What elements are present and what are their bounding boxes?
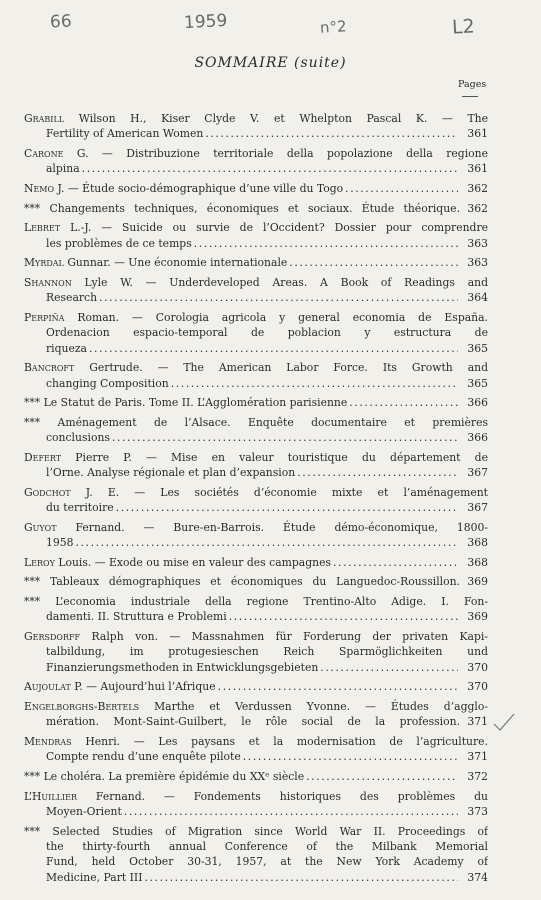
leader-dots	[75, 535, 458, 550]
toc-text: alpina	[46, 162, 80, 176]
toc-entry-line	[24, 275, 488, 290]
leader-dots	[124, 804, 458, 819]
toc-entry-line	[24, 310, 488, 325]
toc-entry-line	[24, 146, 488, 161]
toc-entry	[24, 201, 488, 216]
toc-page-number: 367	[467, 466, 488, 480]
toc-page-number: 369	[467, 575, 488, 589]
toc-page-number: 365	[467, 341, 488, 355]
toc-entry-line	[24, 804, 488, 819]
toc-author: Godchot	[24, 485, 71, 499]
toc-entry-line	[24, 574, 488, 589]
table-of-contents	[24, 111, 488, 889]
leader-dots	[99, 290, 458, 305]
toc-entry	[24, 275, 488, 306]
leader-dots	[289, 255, 458, 270]
toc-entry-text	[24, 360, 488, 375]
toc-entry-text	[24, 201, 460, 216]
toc-entry-text	[24, 220, 488, 235]
toc-entry-text	[24, 824, 488, 839]
toc-entry-text	[24, 415, 488, 430]
toc-page-number: 364	[467, 291, 488, 305]
toc-entry-line	[24, 220, 488, 235]
toc-page-number: 372	[467, 769, 488, 783]
toc-page-number: 374	[467, 870, 488, 884]
toc-entry	[24, 485, 488, 516]
toc-entry-text	[24, 310, 488, 325]
toc-author: Gersdorff	[24, 629, 81, 643]
toc-text: l’Orne. Analyse régionale et plan d’expansion	[46, 466, 296, 480]
toc-page-number: 362	[467, 201, 488, 215]
toc-text: P. — Aujourd’hui l’Afrique	[74, 680, 216, 694]
leader-dots	[333, 555, 458, 570]
toc-entry-line	[24, 870, 488, 885]
toc-entry	[24, 360, 488, 391]
leader-dots	[229, 609, 458, 624]
toc-page-number: 371	[467, 715, 488, 729]
toc-entry-text	[46, 161, 80, 176]
leader-dots	[243, 749, 458, 764]
toc-entry-line	[24, 824, 488, 839]
toc-entry-text	[46, 500, 114, 515]
toc-entry-line	[24, 594, 488, 609]
toc-entry-text	[46, 749, 241, 764]
leader-dots	[144, 870, 458, 885]
toc-entry	[24, 789, 488, 820]
leader-dots	[194, 236, 458, 251]
leader-dots	[345, 181, 458, 196]
toc-entry	[24, 310, 488, 356]
toc-entry-line	[24, 485, 488, 500]
leader-dots	[306, 769, 458, 784]
toc-entry-text	[24, 275, 488, 290]
toc-entry-text	[46, 804, 122, 819]
toc-text: les problèmes de ce temps	[46, 236, 192, 250]
toc-entry-line	[24, 430, 488, 445]
leader-dots	[297, 465, 458, 480]
toc-page-number: 373	[467, 804, 488, 818]
toc-entry	[24, 255, 488, 270]
toc-page-number: 366	[467, 431, 488, 445]
toc-entry-line	[24, 201, 488, 216]
toc-entry-line	[24, 111, 488, 126]
toc-text: Lyle W. — Underdeveloped Areas. A Book of Readings and	[84, 275, 488, 289]
toc-entry-line	[24, 789, 488, 804]
toc-entry-line	[24, 749, 488, 764]
toc-entry-text	[24, 181, 343, 196]
toc-text: changing Composition	[46, 376, 169, 390]
toc-entry-text	[24, 699, 488, 714]
toc-text: Pierre P. — Mise en valeur touristique du département de	[75, 450, 488, 464]
toc-text: Ralph von. — Massnahmen für Forderung der privaten Kapi-	[91, 629, 488, 643]
toc-entry	[24, 395, 488, 410]
handwritten-note-4: L2	[451, 15, 476, 39]
leader-dots	[218, 679, 458, 694]
toc-entry-line	[24, 325, 488, 340]
toc-text: Fernand. — Fondements historiques des problèmes du	[95, 789, 488, 803]
toc-text: *** Le Statut de Paris. Tome II. L’Agglomération parisienne	[24, 396, 348, 410]
toc-entry-line	[24, 644, 488, 659]
toc-entry-line	[24, 415, 488, 430]
toc-author: Carone	[24, 147, 64, 160]
toc-entry	[24, 824, 488, 886]
toc-entry-text	[46, 376, 169, 391]
toc-entry-text	[24, 520, 488, 535]
toc-entry-text	[24, 734, 488, 749]
toc-entry	[24, 181, 488, 196]
toc-page-number: 367	[467, 501, 488, 515]
toc-entry	[24, 769, 488, 784]
toc-entry-line	[24, 699, 488, 714]
leader-dots	[205, 126, 458, 141]
toc-text: Finanzierungsmethoden in Entwicklungsgebieten	[46, 660, 319, 674]
toc-text: the thirty-fourth annual Conference of the Milbank Memorial	[46, 839, 488, 853]
toc-entry-text	[24, 629, 488, 644]
toc-text: *** Changements techniques, économiques et sociaux. Étude théorique.	[24, 201, 460, 215]
toc-entry-text	[46, 644, 488, 659]
toc-page-number: 361	[467, 127, 488, 141]
toc-entry-text	[46, 714, 460, 729]
toc-entry-text	[24, 146, 488, 161]
toc-entry-text	[46, 341, 87, 356]
toc-entry	[24, 555, 488, 570]
toc-text: Marthe et Verdussen Yvonne. — Études d’agglo-	[154, 699, 488, 713]
toc-entry-text	[24, 594, 488, 609]
toc-entry-line	[24, 609, 488, 624]
toc-entry-line	[24, 679, 488, 694]
toc-author: Grabill	[24, 112, 65, 125]
toc-entry-line	[24, 181, 488, 196]
toc-entry-text	[24, 574, 460, 589]
leader-dots	[89, 341, 458, 356]
toc-page-number: 368	[467, 536, 488, 550]
toc-entry-line	[24, 465, 488, 480]
toc-text: J. E. — Les sociétés d’économie mixte et l’aménagement	[85, 485, 488, 499]
toc-text: mération. Mont-Saint-Guilbert, le rôle social de la profession.	[46, 715, 460, 729]
toc-text: Medicine, Part III	[46, 870, 143, 884]
toc-text: talbildung, im protugesieschen Reich Sparmöglichkeiten und	[46, 645, 488, 659]
toc-entry-text	[46, 535, 73, 550]
toc-entry	[24, 699, 488, 730]
toc-author: Aujoulat	[24, 680, 71, 694]
toc-entry-text	[46, 660, 318, 675]
toc-entry	[24, 734, 488, 765]
toc-page-number: 368	[467, 555, 488, 569]
toc-entry-text	[24, 395, 347, 410]
toc-entry-line	[24, 450, 488, 465]
toc-text: Fertility of American Women	[46, 127, 204, 141]
leader-dots	[112, 430, 458, 445]
toc-text: Henri. — Les paysans et la modernisation de l’agriculture.	[85, 734, 488, 748]
toc-text: Gunnar. — Une économie internationale	[67, 256, 288, 270]
toc-entry-line	[24, 734, 488, 749]
toc-page-number: 366	[467, 396, 488, 410]
toc-entry	[24, 415, 488, 446]
toc-entry	[24, 220, 488, 251]
toc-entry-text	[24, 555, 331, 570]
toc-text: du territoire	[46, 501, 114, 515]
toc-text: damenti. II. Struttura e Problemi	[46, 610, 227, 624]
toc-entry-line	[24, 839, 488, 854]
leader-dots	[320, 660, 458, 675]
toc-entry-text	[46, 839, 488, 854]
handwritten-note-3: n°2	[319, 17, 348, 37]
toc-page-number: 370	[467, 660, 488, 674]
toc-entry	[24, 146, 488, 177]
check-mark-icon	[492, 712, 516, 732]
toc-entry-text	[46, 870, 142, 885]
toc-entry-text	[24, 789, 488, 804]
toc-text: Roman. — Corologia agricola y general economia de España.	[77, 310, 488, 324]
toc-entry-line	[24, 629, 488, 644]
toc-entry-line	[24, 854, 488, 869]
toc-text: L.-J. — Suicide ou survie de l’Occident? Dossier pour comprendre	[70, 221, 488, 235]
toc-entry-line	[24, 500, 488, 515]
toc-text: riqueza	[46, 341, 87, 355]
toc-entry-text	[24, 111, 488, 126]
toc-author: Nemo	[24, 182, 55, 195]
toc-author: Guyot	[24, 520, 57, 534]
toc-author: Bancroft	[24, 361, 75, 375]
toc-entry-line	[24, 769, 488, 784]
toc-text: 1958	[46, 536, 74, 550]
toc-page-number: 362	[467, 182, 488, 195]
toc-entry	[24, 594, 488, 625]
toc-entry-line	[24, 255, 488, 270]
toc-text: G. — Distribuzione territoriale della popolazione della regione	[76, 147, 488, 160]
toc-author: Shannon	[24, 275, 72, 289]
toc-text: Fund, held October 30-31, 1957, at the New York Academy of	[46, 855, 488, 869]
toc-author: Perpiña	[24, 310, 65, 324]
toc-page-number: 363	[467, 256, 488, 270]
toc-text: Fernand. — Bure-en-Barrois. Étude démo-économique, 1800-	[75, 520, 488, 534]
toc-entry-line	[24, 161, 488, 176]
toc-author: Engelborghs-Bertels	[24, 699, 140, 713]
page-title: SOMMAIRE (suite)	[194, 55, 347, 71]
toc-entry-line	[24, 376, 488, 391]
leader-dots	[171, 376, 458, 391]
toc-entry	[24, 450, 488, 481]
toc-entry-line	[24, 290, 488, 305]
toc-text: Moyen-Orient	[46, 804, 122, 818]
toc-entry-text	[46, 465, 295, 480]
toc-entry-text	[24, 255, 287, 270]
toc-text: *** Aménagement de l’Alsace. Enquête documentaire et premières	[24, 415, 488, 429]
toc-entry-text	[24, 679, 216, 694]
toc-author: Myrdal	[24, 256, 64, 270]
toc-text: *** Le choléra. La première épidémie du XXᵉ siècle	[24, 769, 305, 783]
toc-entry-text	[46, 430, 110, 445]
toc-text: Ordenacion espacio-temporal de poblacion y estructura de	[46, 326, 488, 340]
pages-column-label: Pages	[458, 79, 487, 90]
toc-entry-line	[24, 535, 488, 550]
toc-entry-line	[24, 360, 488, 375]
toc-text: *** Tableaux démographiques et économiques du Languedoc-Roussillon.	[24, 575, 460, 589]
toc-entry-text	[46, 325, 488, 340]
toc-entry	[24, 520, 488, 551]
toc-text: *** L’economia industriale della regione Trentino-Alto Adige. I. Fon-	[24, 594, 488, 608]
toc-entry-line	[24, 236, 488, 251]
toc-entry-text	[46, 290, 97, 305]
handwritten-note-2: 1959	[183, 10, 228, 34]
toc-entry	[24, 574, 488, 589]
toc-page-number: 363	[467, 236, 488, 250]
toc-text: Gertrude. — The American Labor Force. Its Growth and	[89, 361, 488, 375]
leader-dots	[116, 500, 458, 515]
leader-dots	[82, 161, 458, 176]
toc-text: Research	[46, 291, 98, 305]
toc-entry-text	[46, 609, 227, 624]
toc-text: *** Selected Studies of Migration since World War II. Proceedings of	[24, 824, 488, 838]
toc-text: Louis. — Exode ou mise en valeur des campagnes	[58, 555, 332, 569]
toc-text: conclusions	[46, 431, 110, 445]
toc-author: Leroy	[24, 555, 55, 569]
handwritten-note-1: 66	[49, 11, 73, 33]
toc-text: Compte rendu d’une enquête pilote	[46, 750, 241, 764]
toc-entry-text	[24, 450, 488, 465]
toc-text: Wilson H., Kiser Clyde V. et Whelpton Pascal K. — The	[78, 112, 488, 125]
toc-page-number: 369	[467, 610, 488, 624]
toc-page-number: 361	[467, 162, 488, 176]
toc-author: Defert	[24, 450, 62, 464]
toc-entry-text	[46, 236, 192, 251]
toc-entry	[24, 629, 488, 675]
toc-entry-line	[24, 126, 488, 141]
toc-entry-text	[24, 769, 304, 784]
toc-entry-text	[46, 854, 488, 869]
toc-entry-line	[24, 395, 488, 410]
toc-entry-line	[24, 341, 488, 356]
pages-rule	[462, 96, 478, 97]
toc-text: J. — Étude socio-démographique d’une ville du Togo	[57, 182, 344, 195]
toc-entry-text	[46, 126, 203, 141]
toc-entry-line	[24, 520, 488, 535]
toc-entry-line	[24, 714, 488, 729]
leader-dots	[349, 395, 458, 410]
toc-entry-line	[24, 660, 488, 675]
toc-page-number: 370	[467, 680, 488, 694]
toc-entry	[24, 111, 488, 142]
toc-author: L’Huillier	[24, 789, 77, 803]
toc-entry-line	[24, 555, 488, 570]
toc-entry-text	[24, 485, 488, 500]
toc-author: Mendras	[24, 734, 72, 748]
toc-page-number: 365	[467, 376, 488, 390]
toc-author: Lebret	[24, 221, 61, 235]
toc-page-number: 371	[467, 750, 488, 764]
toc-entry	[24, 679, 488, 694]
